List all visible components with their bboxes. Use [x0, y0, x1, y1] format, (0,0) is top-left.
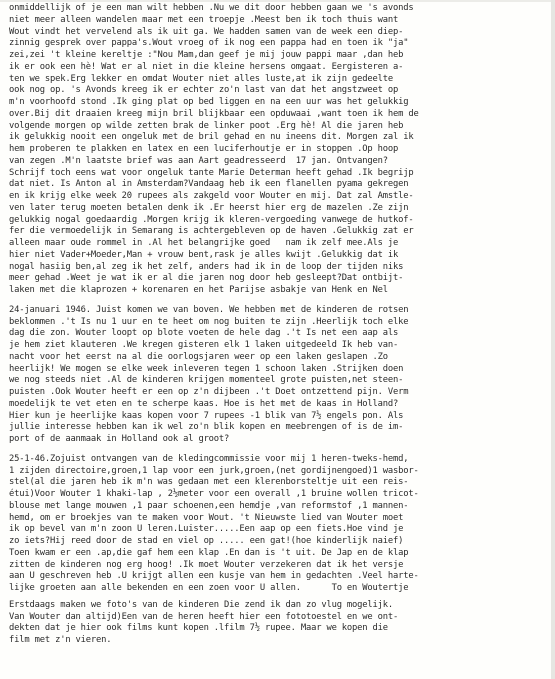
text-line: jullie interesse hebben kan ik wel zo'n blik kopen en meebrengen of is de im-: [9, 422, 404, 433]
text-line: ten we spek.Erg lekker en omdat Wouter niet alles luste,at ik zijn gedeelte: [9, 73, 394, 84]
text-line: zinnig gesprek over pappa's.Wout vroeg of ik nog een pappa had en toen ik "ja": [9, 38, 409, 49]
text-line: hemd, om er broekjes van te maken voor Wout. 't Nieuwste lied van Wouter moet: [9, 512, 404, 523]
text-line: blouse met lange mouwen ,1 paar schoenen,een hemdje ,van reformstof ,1 mannen-: [9, 500, 409, 511]
text-line: meer gehad .Weet je wat ik er al die jaren nog door heb gesleept?Dat ontbijt-: [9, 273, 404, 284]
text-line: dekten dat je hier ook films kunt kopen .lfilm 7½ rupee. Maar we kopen die: [9, 623, 388, 634]
text-line: ik gelukkig nooit een ongeluk met de bril gehad en nu ineens dit. Morgen zal ik: [9, 132, 414, 143]
text-line: heerlijk! We mogen se elke week inleveren tegen 1 schoon laken .Strijken doen: [9, 363, 404, 374]
text-line: dat niet. Is Anton al in Amsterdam?Vandaag heb ik een flanellen pyama gekregen: [9, 179, 409, 190]
text-line: port of de aanmaak in Holland ook al groot?: [9, 434, 230, 444]
text-line: je hem ziet klauteren .We kregen gisteren elk 1 laken uitgedeeld Ik heb van-: [9, 340, 399, 350]
paragraph-gap: [9, 446, 547, 454]
text-line: gelukkig nogal goedaardig .Morgen krijg ik kleren-vergoeding vanwege de hutkof-: [9, 214, 414, 225]
text-line: stel(al die jaren heb ik m'n was gedaan met een klerenborsteltje uit een reis-: [9, 477, 409, 488]
text-line: dag die zon. Wouter loopt op blote voeten de hele dag .'t Is net een aap als: [9, 328, 399, 339]
text-line: onmiddellijk of je een man wilt hebben .Nu we dit door hebben gaan we 's avonds: [9, 3, 414, 13]
text-line: laken met die klaprozen + korenaren en het Parijse asbakje van Henk en Nel: [9, 285, 388, 295]
scan-right-edge: [551, 0, 555, 679]
text-line: alleen maar oude rommel in .Al het belangrijke goed nam ik zelf mee.Als je: [9, 238, 399, 248]
paragraph-24-januari-1946: [9, 305, 547, 446]
text-line: Van Wouter dan altijd)Een van de heren heeft hier een fototoestel en we ont-: [9, 611, 399, 622]
text-line: Hier kun je heerlijke kaas kopen voor 7 rupees -1 blik van 7½ engels pon. Als: [9, 410, 404, 421]
text-line: puisten .Ook Wouter heeft er een op z'n dijbeen .'t Doet ontzettend pijn. Verm: [9, 387, 409, 397]
text-line: fer die vermoedelijk in Semarang is achtergebleven op de haven .Gelukkig zat er: [9, 226, 414, 237]
text-line: over.Bij dit draaien kreeg mijn bril blijkbaar een opduwaai ,want toen ik hem de: [9, 108, 419, 119]
text-line: ik op bevel van m'n zoon U leren.Luister.....Een aap op een fiets.Hoe vind je: [9, 524, 404, 535]
text-line: we nog steeds niet .Al de kinderen krijgen momenteel grote puisten,net steen-: [9, 375, 404, 386]
text-line: hier niet Vader+Moeder,Man + vrouw bent,rask je alles kwijt .Gelukkig dat ik: [9, 249, 399, 260]
text-line: Schrijf toch eens wat voor ongeluk tante Marie Determan heeft gehad .Ik begrijp: [9, 167, 414, 178]
text-line: m'n voorhoofd stond .Ik ging plat op bed liggen en na een uur was het gelukkig: [9, 97, 409, 107]
text-line: étui)Voor Wouter 1 khaki-lap , 2½meter voor een overall ,1 bruine wollen tricot-: [9, 489, 419, 499]
text-line: zo iets?Hij reed door de stad en viel op ..... een gat!(hoe kinderlijk naief): [9, 536, 404, 546]
text-line: niet meer alleen wandelen maar met een troepje .Meest ben ik toch thuis want: [9, 14, 399, 25]
text-line: 1 zijden directoire,groen,1 lap voor een jurk,groen,(net gordijnengoed)1 wasbor-: [9, 465, 419, 476]
text-line: beklommen .'t Is nu 1 uur en te heet om nog buiten te zijn .Heerlijk toch elke: [9, 316, 409, 327]
text-line: hem proberen te plakken en latex en een luciferhoutje er in stoppen .Op hoop: [9, 144, 399, 154]
text-line: zitten de kinderen nog erg hoog! .Ik moet Wouter verzekeren dat ik het versje: [9, 559, 404, 570]
text-line: moedelijk te vet eten en te scherpe kaas. Hoe is het met de kaas in Holland?: [9, 398, 399, 409]
text-line: ven later terug moeten betalen denk ik .Er heerst hier erg de mazelen .Ze zijn: [9, 202, 409, 213]
paragraph-postscript: [9, 600, 547, 647]
text-line: zei,zei 't kleine kereltje :"Nou Mam,dan geef je mij jouw pappi maar ,dan heb: [9, 50, 404, 60]
text-line: Toen kwam er een .ap,die gaf hem een klap .En dan is 't uit. De Jap en de klap: [9, 547, 409, 558]
paragraph-gap: [9, 297, 547, 305]
paragraph-letter-continuation: [9, 3, 547, 297]
text-line: nacht voor het eerst na al die oorlogsjaren weer op een laken geslapen .Zo: [9, 351, 388, 362]
text-line: van zegen .M'n laatste brief was aan Aart geadresseerd 17 jan. Ontvangen?: [9, 155, 388, 166]
text-line: 25-1-46.Zojuist ontvangen van de kledingcommissie voor mij 1 heren-tweks-hemd,: [9, 453, 409, 464]
text-line: film met z'n vieren.: [9, 635, 112, 645]
text-line: 24-januari 1946. Juist komen we van boven. We hebben met de kinderen de rotsen: [9, 304, 409, 315]
paragraph-25-1-46: [9, 454, 547, 595]
text-line: lijke groeten aan alle bekenden en een zoen voor U allen. To en Woutertje: [9, 583, 409, 593]
text-line: Wout vindt het vervelend als ik uit ga. We hadden samen van de week een diep-: [9, 26, 404, 37]
text-line: ik er ook een hè! Wat er al niet in die kleine hersens omgaat. Eergisteren a-: [9, 61, 404, 72]
scan-top-edge: [0, 0, 555, 2]
text-line: ook nog op. 's Avonds kreeg ik er echter zo'n last van dat het angstzweet op: [9, 85, 399, 96]
text-line: aan U geschreven heb .U krijgt allen een kusje van hem in gedachten .Veel harte-: [9, 571, 419, 582]
text-line: en ik krijg elke week 20 rupees als zakgeld voor Wouter en mij. Dat zal Amstle-: [9, 191, 414, 201]
text-line: Erstdaags maken we foto's van de kinderen Die zend ik dan zo vlug mogelijk.: [9, 599, 394, 610]
text-line: volgende morgen op wilde zetten brak de linker poot .Erg hè! Al die jaren heb: [9, 120, 404, 131]
text-line: nogal hasiig ben,al zeg ik het zelf, anders had ik in de loop der tijden niks: [9, 261, 404, 272]
